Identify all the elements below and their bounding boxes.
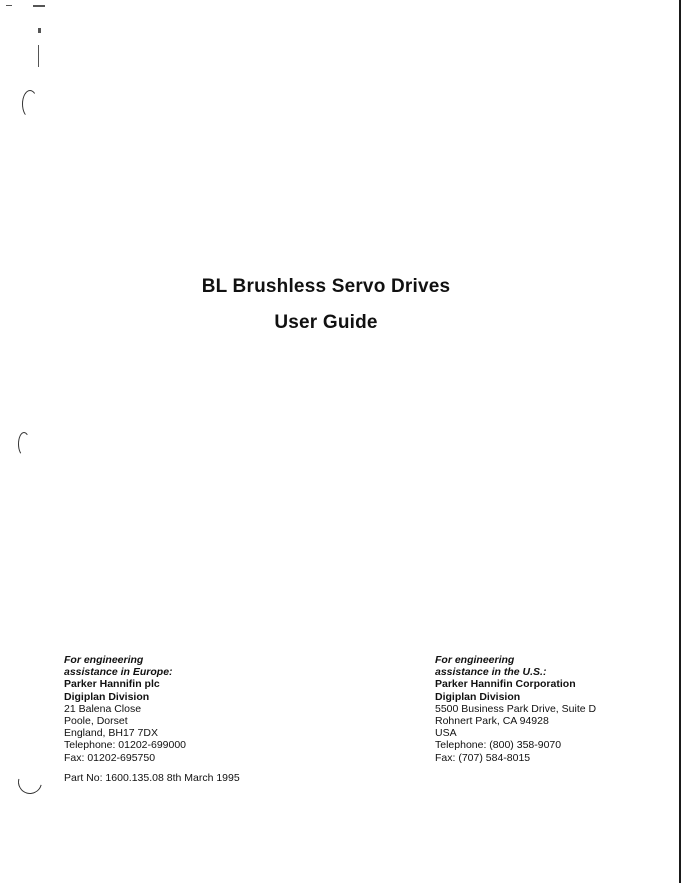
scan-speck bbox=[38, 45, 39, 67]
usa-fax: Fax: (707) 584-8015 bbox=[435, 751, 531, 764]
usa-telephone: Telephone: (800) 358-9070 bbox=[435, 739, 562, 752]
usa-heading-line1: For engineering bbox=[435, 654, 515, 666]
usa-contact-block bbox=[435, 654, 596, 764]
europe-address-line: England, BH17 7DX bbox=[64, 727, 158, 740]
europe-heading-line2: assistance in Europe: bbox=[64, 666, 173, 679]
usa-address-line: 5500 Business Park Drive, Suite D bbox=[435, 702, 597, 715]
europe-division: Digiplan Division bbox=[64, 690, 150, 703]
europe-address-line: 21 Balena Close bbox=[64, 702, 142, 715]
usa-address-line: USA bbox=[435, 727, 457, 740]
part-number: Part No: 1600.135.08 8th March 1995 bbox=[64, 772, 240, 784]
usa-division: Digiplan Division bbox=[435, 690, 521, 703]
scan-speck bbox=[6, 5, 12, 6]
europe-company: Parker Hannifin plc bbox=[64, 678, 160, 691]
usa-address-line: Rohnert Park, CA 94928 bbox=[435, 715, 549, 728]
europe-heading-line1: For engineering bbox=[64, 654, 144, 666]
scan-speck bbox=[38, 28, 41, 33]
binding-hole-mark bbox=[18, 432, 30, 456]
document-subtitle: User Guide bbox=[274, 312, 378, 333]
binding-hole-mark bbox=[22, 90, 38, 118]
scan-edge-line bbox=[679, 0, 681, 883]
binding-hole-mark bbox=[14, 766, 47, 799]
scan-speck bbox=[33, 5, 45, 7]
usa-company: Parker Hannifin Corporation bbox=[435, 678, 576, 691]
europe-telephone: Telephone: 01202-699000 bbox=[64, 739, 187, 752]
usa-heading-line2: assistance in the U.S.: bbox=[435, 666, 547, 679]
europe-address-line: Poole, Dorset bbox=[64, 715, 128, 728]
document-title: BL Brushless Servo Drives bbox=[201, 276, 451, 297]
europe-fax: Fax: 01202-695750 bbox=[64, 751, 156, 764]
europe-contact-block bbox=[64, 654, 186, 764]
